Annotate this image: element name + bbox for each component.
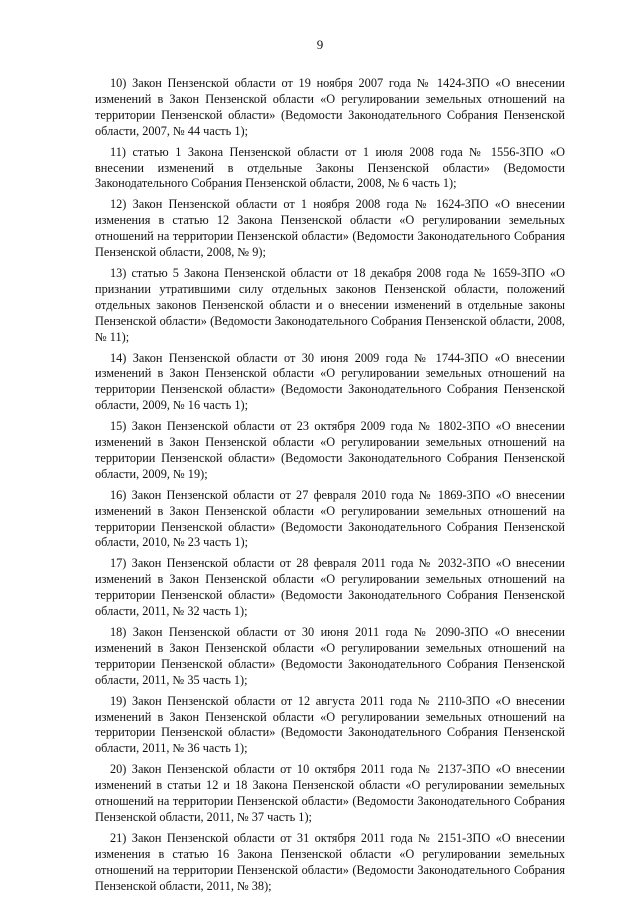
list-item-19: 19) Закон Пензенской области от 12 августа 2011 года № 2110-ЗПО «О внесении изменений в Закон Пензенской области «О регулировании земельных отношений на территории Пензенской области» (Ведомости Законодательного Собрания Пензенской области, 2011, № 36 часть 1); <box>95 693 565 756</box>
list-item-14: 14) Закон Пензенской области от 30 июня 2009 года № 1744-ЗПО «О внесении изменений в Закон Пензенской области «О регулировании земельных отношений на территории Пензенской области» (Ведомости Законодательного Собрания Пензенской области, 2009, № 16 часть 1); <box>95 350 565 413</box>
list-item-15: 15) Закон Пензенской области от 23 октября 2009 года № 1802-ЗПО «О внесении изменений в Закон Пензенской области «О регулировании земельных отношений на территории Пензенской области» (Ведомости Законодательного Собрания Пензенской области, 2009, № 19); <box>95 419 565 481</box>
list-item-20: 20) Закон Пензенской области от 10 октября 2011 года № 2137-ЗПО «О внесении изменений в статьи 12 и 18 Закона Пензенской области «О регулировании земельных отношений на территории Пензенской области» (Ведомости Законодательного Собрания Пензенской области, 2011, № 37 часть 1); <box>95 762 565 824</box>
list-item-11: 11) статью 1 Закона Пензенской области от 1 июля 2008 года № 1556-ЗПО «О внесении изменений в отдельные Законы Пензенской области» (Ведомости Законодательного Собрания Пензенской области, 2008, № 6 часть 1); <box>95 144 565 191</box>
list-item-16: 16) Закон Пензенской области от 27 февраля 2010 года № 1869-ЗПО «О внесении изменений в Закон Пензенской области «О регулировании земельных отношений на территории Пензенской области» (Ведомости Законодательного Собрания Пензенской области, 2010, № 23 часть 1); <box>95 487 565 550</box>
list-item-17: 17) Закон Пензенской области от 28 февраля 2011 года № 2032-ЗПО «О внесении изменений в Закон Пензенской области «О регулировании земельных отношений на территории Пензенской области» (Ведомости Законодательного Собрания Пензенской области, 2011, № 32 часть 1); <box>95 556 565 619</box>
list-item-21: 21) Закон Пензенской области от 31 октября 2011 года № 2151-ЗПО «О внесении изменения в статью 16 Закона Пензенской области «О регулировании земельных отношений на территории Пензенской области» (Ведомости Законодательного Собрания Пензенской области, 2011, № 38); <box>95 830 565 893</box>
page-number: 9 <box>316 37 324 52</box>
list-item-18: 18) Закон Пензенской области от 30 июня 2011 года № 2090-ЗПО «О внесении изменений в Закон Пензенской области «О регулировании земельных отношений на территории Пензенской области» (Ведомости Законодательного Собрания Пензенской области, 2011, № 35 часть 1); <box>95 625 565 687</box>
document-body <box>95 76 565 900</box>
list-item-10: 10) Закон Пензенской области от 19 ноября 2007 года № 1424-ЗПО «О внесении изменений в Закон Пензенской области «О регулировании земельных отношений на территории Пензенской области» (Ведомости Законодательного Собрания Пензенской области, 2007, № 44 часть 1); <box>95 76 565 138</box>
list-item-13: 13) статью 5 Закона Пензенской области от 18 декабря 2008 года № 1659-ЗПО «О признании утратившими силу отдельных законов Пензенской области, положений отдельных законов Пензенской области и о внесении изменений в отдельные законы Пензенской области» (Ведомости Законодательного Собрания Пензенской области, 2008, № 11); <box>95 265 565 344</box>
list-item-12: 12) Закон Пензенской области от 1 ноября 2008 года № 1624-ЗПО «О внесении изменения в статью 12 Закона Пензенской области «О регулировании земельных отношений на территории Пензенской области» (Ведомости Законодательного Собрания Пензенской области, 2008, № 9); <box>95 197 565 260</box>
